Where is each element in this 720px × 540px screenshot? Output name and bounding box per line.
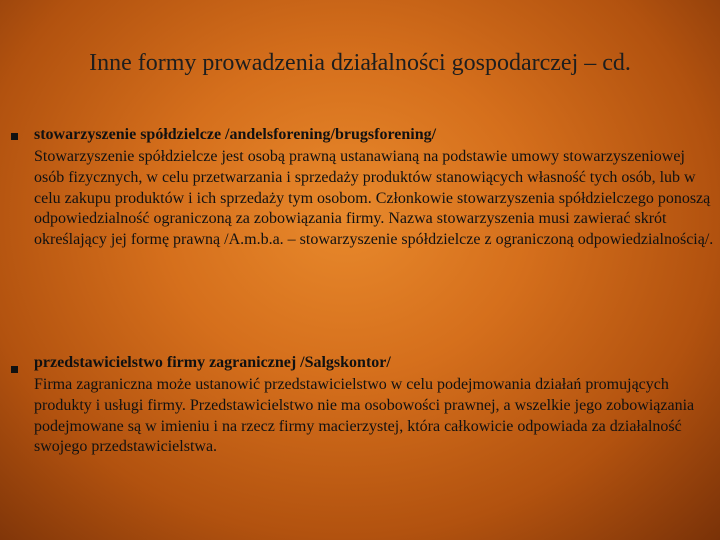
bullet-body — [34, 352, 714, 458]
bullet-body — [34, 124, 714, 251]
bullet-square-icon — [11, 133, 18, 140]
bullet-paragraph: Stowarzyszenie spółdzielcze jest osobą prawną ustanawianą na podstawie umowy stowarzyszeniowej osób fizycznych, w celu przetwarzania i sprzedaży produktów stanowiących własność tych osób, lub w celu zakupu produktów i ich sprzedaży tym osobom. Członkowie stowarzyszenia spółdzielczego ponoszą odpowiedzialność ograniczoną za zobowiązania firmy. Nazwa stowarzyszenia musi zawierać skrót określający jej formę prawną /A.m.b.a. – stowarzyszenie spółdzielcze z ograniczoną odpowiedzialnością/. — [34, 148, 714, 249]
bullet-paragraph: Firma zagraniczna może ustanowić przedstawicielstwo w celu podejmowania działań promujących produkty i usługi firmy. Przedstawicielstwo nie ma osobowości prawnej, a wszelkie jego zobowiązania podejmowane są w imieniu i na rzecz firmy macierzystej, która całkowicie odpowiada za działalność swojego przedstawicielstwa. — [34, 376, 695, 456]
bullet-square-icon — [11, 366, 18, 373]
bullet-heading: przedstawicielstwo firmy zagranicznej /Salgskontor/ — [34, 354, 391, 371]
bullet-heading: stowarzyszenie spółdzielcze /andelsforening/brugsforening/ — [34, 126, 437, 143]
slide-title: Inne formy prowadzenia działalności gospodarczej – cd. — [89, 50, 631, 76]
